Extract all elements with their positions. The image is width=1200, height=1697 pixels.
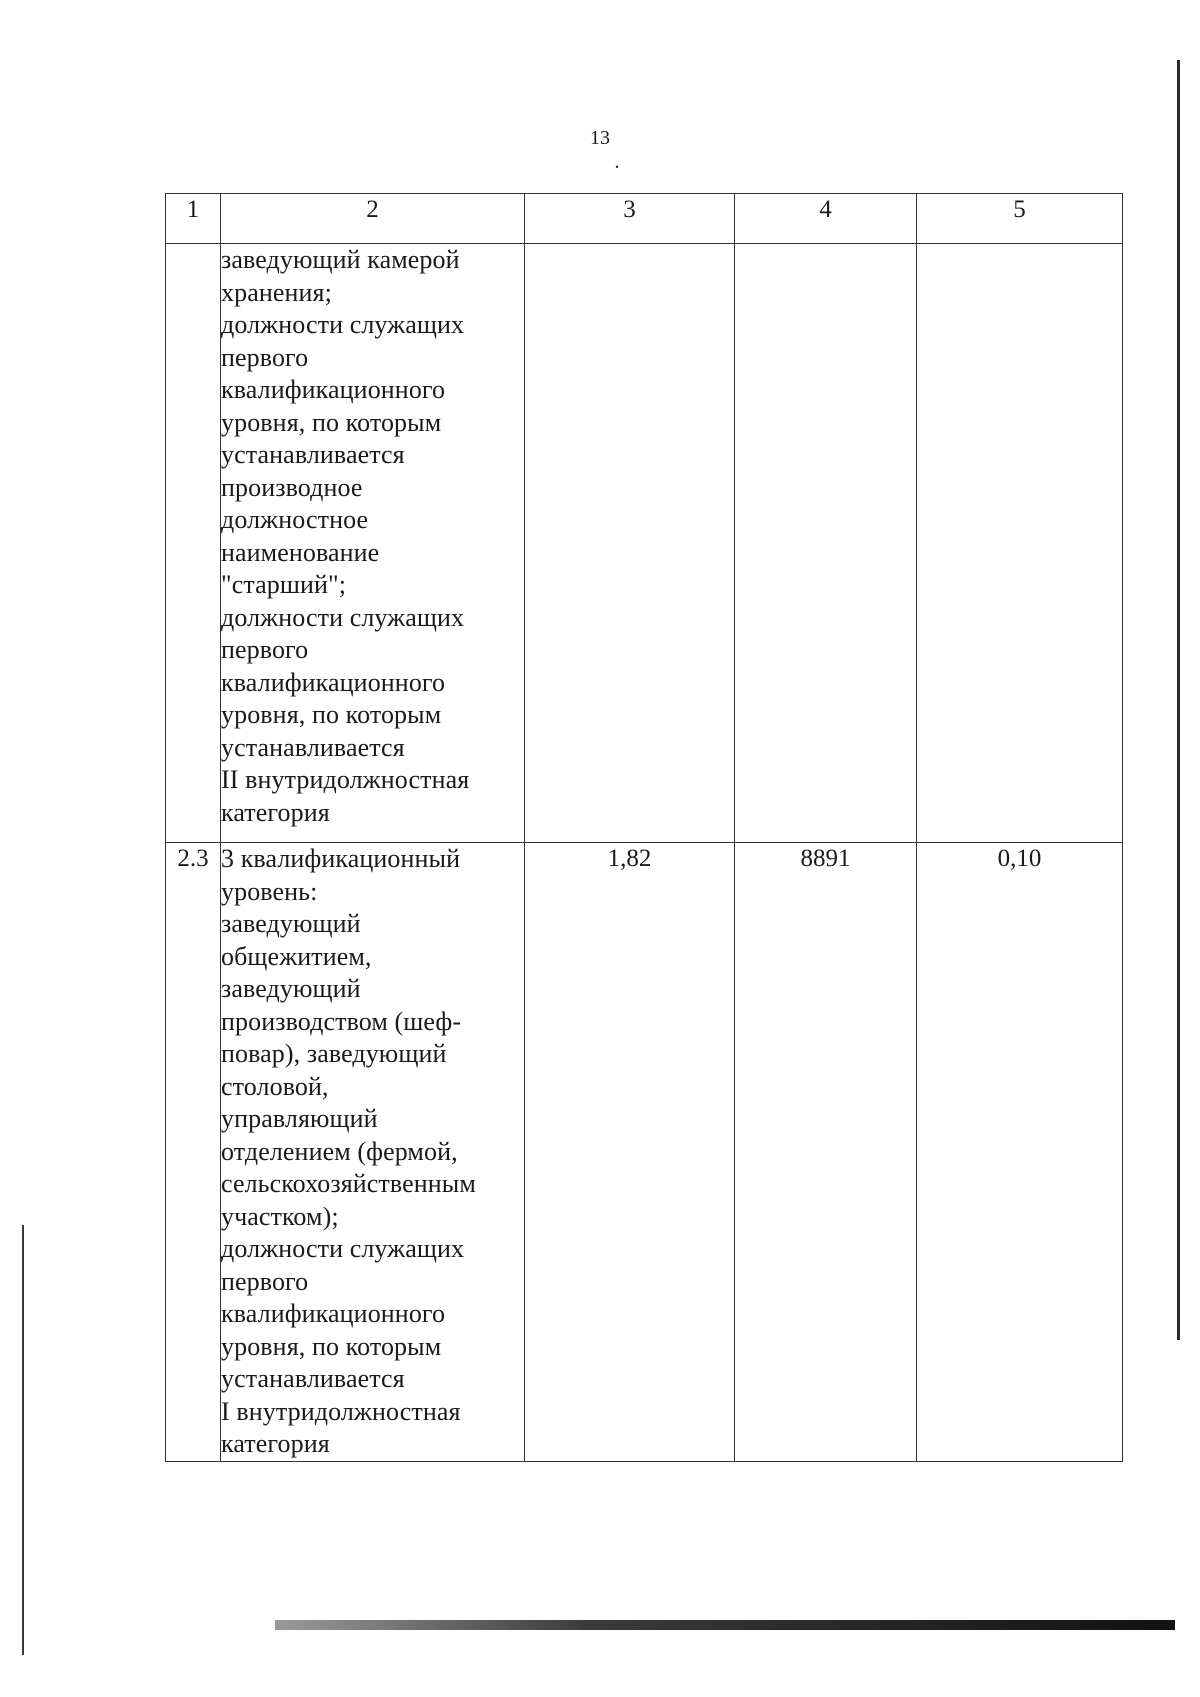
scan-edge-right [1177,60,1180,1340]
row-increment: 0,10 [917,843,1123,1462]
row-salary [735,244,917,843]
table-header-cell: 1 [166,194,221,244]
row-salary: 8891 [735,843,917,1462]
table-row [166,244,1123,843]
scan-edge-left [22,1225,24,1655]
row-index: 2.3 [166,843,221,1462]
salary-table [165,193,1123,1462]
table-header-row [166,194,1123,244]
row-index [166,244,221,843]
row-increment [917,244,1123,843]
table-header-cell: 5 [917,194,1123,244]
table-header-cell: 2 [221,194,525,244]
table-header-cell: 4 [735,194,917,244]
page-number-value: 13 [590,127,610,149]
row-coefficient [525,244,735,843]
row-coefficient: 1,82 [525,843,735,1462]
row-position-name: 3 квалификационный уровень: заведующий общежитием, заведующий производством (шеф- повар), заведующий столовой, управляющий отделением (фермой, сельскохозяйственным участком); должности служащих первого квалификационного уровня, по которым устанавливается I внутридолжностная категория [221,843,525,1462]
table-header-cell: 3 [525,194,735,244]
scan-bottom-bar [275,1620,1175,1630]
page-number-dot: . [614,151,620,173]
page-number [570,126,630,174]
row-position-name: заведующий камерой хранения; должности служащих первого квалификационного уровня, по которым устанавливается производное должностное наименование "старший"; должности служащих первого квалификационного уровня, по которым устанавливается II внутридолжностная категория [221,244,525,843]
table-row [166,843,1123,1462]
